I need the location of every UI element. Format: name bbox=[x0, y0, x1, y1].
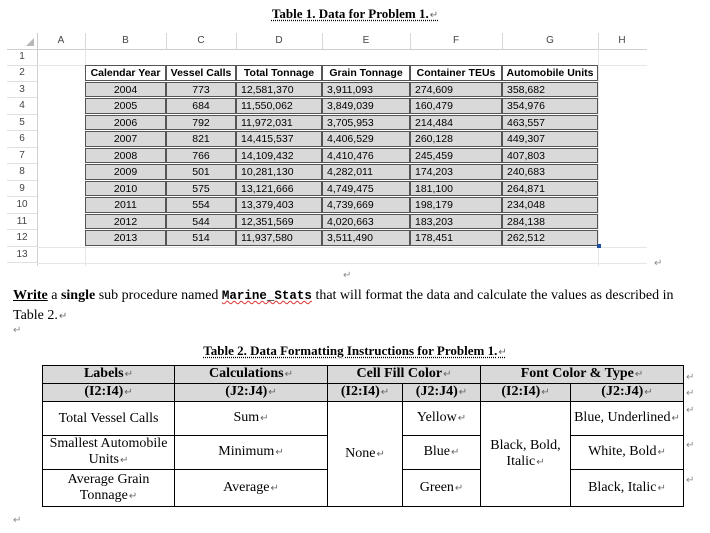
paragraph-mark: ↵ bbox=[13, 515, 22, 526]
header-cell[interactable]: Calendar Year bbox=[85, 65, 166, 81]
data-cell[interactable]: 4,406,529 bbox=[322, 131, 410, 147]
table2-caption: Table 2. Data Formatting Instructions for Problem 1.↵ bbox=[203, 343, 507, 358]
data-cell[interactable]: 766 bbox=[166, 148, 236, 164]
data-cell[interactable]: 354,976 bbox=[502, 98, 598, 114]
row-header: 9 bbox=[7, 181, 37, 198]
formatting-instructions-table bbox=[42, 365, 684, 507]
paragraph-mark: ↵ bbox=[686, 475, 695, 486]
fill-handle bbox=[597, 244, 601, 248]
data-cell[interactable]: 240,683 bbox=[502, 164, 598, 180]
paragraph-mark: ↵ bbox=[686, 440, 695, 451]
data-cell[interactable]: 3,911,093 bbox=[322, 82, 410, 98]
calc-minimum: Minimum↵ bbox=[175, 436, 328, 470]
header-range-fill-j: (J2:J4)↵ bbox=[403, 384, 481, 402]
column-header-e: E bbox=[322, 33, 411, 49]
fill-green: Green↵ bbox=[403, 470, 481, 507]
data-cell[interactable]: 514 bbox=[166, 230, 236, 246]
instruction-paragraph: Write a single sub procedure named Marine_Stats that will format the data and calculate the values as described in Table 2.↵ bbox=[13, 288, 674, 323]
data-cell[interactable]: 245,459 bbox=[410, 148, 502, 164]
header-font-color-type: Font Color & Type↵ bbox=[481, 366, 684, 384]
header-calculations: Calculations↵ bbox=[175, 366, 328, 384]
header-cell-fill-color: Cell Fill Color↵ bbox=[328, 366, 481, 384]
data-cell[interactable]: 3,849,039 bbox=[322, 98, 410, 114]
column-header-a: A bbox=[37, 33, 86, 49]
data-cell[interactable]: 792 bbox=[166, 115, 236, 131]
row-header: 5 bbox=[7, 115, 37, 132]
calc-average: Average↵ bbox=[175, 470, 328, 507]
data-cell[interactable]: 4,749,475 bbox=[322, 181, 410, 197]
data-cell[interactable]: 4,739,669 bbox=[322, 197, 410, 213]
fill-yellow: Yellow↵ bbox=[403, 402, 481, 436]
row-header: 11 bbox=[7, 214, 37, 231]
data-cell[interactable]: 13,379,403 bbox=[236, 197, 322, 213]
column-header-f: F bbox=[410, 33, 503, 49]
column-header-d: D bbox=[236, 33, 323, 49]
row-header: 2 bbox=[7, 65, 37, 82]
data-cell[interactable]: 183,203 bbox=[410, 214, 502, 230]
paragraph-mark: ↵ bbox=[686, 388, 695, 399]
data-cell[interactable]: 2004 bbox=[85, 82, 166, 98]
grid-line bbox=[598, 49, 599, 266]
header-range-font-j: (J2:J4)↵ bbox=[571, 384, 684, 402]
write-word: Write bbox=[13, 288, 48, 303]
row-header: 8 bbox=[7, 164, 37, 181]
header-cell[interactable]: Total Tonnage bbox=[236, 65, 322, 81]
header-cell[interactable]: Container TEUs bbox=[410, 65, 502, 81]
data-cell[interactable]: 178,451 bbox=[410, 230, 502, 246]
header-range-labels: (I2:I4)↵ bbox=[43, 384, 175, 402]
data-cell[interactable]: 262,512 bbox=[502, 230, 598, 246]
data-cell[interactable]: 181,100 bbox=[410, 181, 502, 197]
row-header: 13 bbox=[7, 247, 37, 264]
header-cell[interactable]: Grain Tonnage bbox=[322, 65, 410, 81]
font-black-italic: Black, Italic↵ bbox=[571, 470, 684, 507]
paragraph-mark: ↵ bbox=[343, 270, 352, 281]
data-cell[interactable]: 10,281,130 bbox=[236, 164, 322, 180]
grid-line bbox=[37, 263, 647, 264]
data-cell[interactable]: 12,581,370 bbox=[236, 82, 322, 98]
data-cell[interactable]: 11,937,580 bbox=[236, 230, 322, 246]
data-cell[interactable]: 407,803 bbox=[502, 148, 598, 164]
data-cell[interactable]: 449,307 bbox=[502, 131, 598, 147]
data-cell[interactable]: 2008 bbox=[85, 148, 166, 164]
font-black-bold-italic: Black, Bold, Italic↵ bbox=[481, 402, 571, 507]
data-cell[interactable]: 11,550,062 bbox=[236, 98, 322, 114]
data-cell[interactable]: 198,179 bbox=[410, 197, 502, 213]
data-cell[interactable]: 2006 bbox=[85, 115, 166, 131]
paragraph-mark: ↵ bbox=[686, 405, 695, 416]
paragraph-mark: ↵ bbox=[13, 325, 22, 336]
data-cell[interactable]: 160,479 bbox=[410, 98, 502, 114]
header-labels: Labels↵ bbox=[43, 366, 175, 384]
row-header: 1 bbox=[7, 49, 37, 66]
calc-sum: Sum↵ bbox=[175, 402, 328, 436]
data-cell[interactable]: 284,138 bbox=[502, 214, 598, 230]
table1-caption: Table 1. Data for Problem 1.↵ bbox=[271, 6, 439, 21]
row-header: 7 bbox=[7, 148, 37, 165]
data-cell[interactable]: 575 bbox=[166, 181, 236, 197]
data-cell[interactable]: 544 bbox=[166, 214, 236, 230]
data-cell[interactable]: 2007 bbox=[85, 131, 166, 147]
header-range-calculations: (J2:J4)↵ bbox=[175, 384, 328, 402]
data-cell[interactable]: 14,415,537 bbox=[236, 131, 322, 147]
data-cell[interactable]: 4,282,011 bbox=[322, 164, 410, 180]
data-cell[interactable]: 4,020,663 bbox=[322, 214, 410, 230]
font-white-bold: White, Bold↵ bbox=[571, 436, 684, 470]
paragraph-mark: ↵ bbox=[686, 372, 695, 383]
label-average-grain-tonnage: Average Grain Tonnage↵ bbox=[43, 470, 175, 507]
data-cell[interactable]: 684 bbox=[166, 98, 236, 114]
data-cell[interactable]: 274,609 bbox=[410, 82, 502, 98]
data-cell[interactable]: 2010 bbox=[85, 181, 166, 197]
data-cell[interactable]: 2011 bbox=[85, 197, 166, 213]
data-cell[interactable]: 13,121,666 bbox=[236, 181, 322, 197]
procedure-name: Marine_Stats bbox=[221, 289, 312, 303]
label-smallest-automobile-units: Smallest Automobile Units↵ bbox=[43, 436, 175, 470]
header-range-font-i: (I2:I4)↵ bbox=[481, 384, 571, 402]
data-cell[interactable]: 234,048 bbox=[502, 197, 598, 213]
data-cell[interactable]: 2005 bbox=[85, 98, 166, 114]
column-header-g: G bbox=[502, 33, 599, 49]
data-cell[interactable]: 11,972,031 bbox=[236, 115, 322, 131]
single-word: single bbox=[60, 288, 96, 303]
header-cell[interactable]: Automobile Units bbox=[502, 65, 598, 81]
data-cell[interactable]: 358,682 bbox=[502, 82, 598, 98]
row-header: 4 bbox=[7, 98, 37, 115]
column-header-h: H bbox=[618, 35, 626, 46]
data-cell[interactable]: 2012 bbox=[85, 214, 166, 230]
header-cell[interactable]: Vessel Calls bbox=[166, 65, 236, 81]
data-cell[interactable]: 260,128 bbox=[410, 131, 502, 147]
row-header: 10 bbox=[7, 197, 37, 214]
data-cell[interactable]: 501 bbox=[166, 164, 236, 180]
spreadsheet-image bbox=[7, 33, 647, 268]
label-total-vessel-calls: Total Vessel Calls bbox=[43, 402, 175, 436]
column-header-c: C bbox=[166, 33, 237, 49]
data-cell[interactable]: 14,109,432 bbox=[236, 148, 322, 164]
data-cell[interactable]: 264,871 bbox=[502, 181, 598, 197]
header-range-fill-i: (I2:I4)↵ bbox=[328, 384, 403, 402]
data-cell[interactable]: 4,410,476 bbox=[322, 148, 410, 164]
row-header: 12 bbox=[7, 230, 37, 247]
row-header: 6 bbox=[7, 131, 37, 148]
paragraph-mark: ↵ bbox=[654, 258, 663, 269]
fill-none: None↵ bbox=[328, 402, 403, 507]
row-header: 3 bbox=[7, 82, 37, 99]
font-blue-underlined: Blue, Underlined↵ bbox=[571, 402, 684, 436]
fill-blue: Blue↵ bbox=[403, 436, 481, 470]
data-cell[interactable]: 821 bbox=[166, 131, 236, 147]
data-cell[interactable]: 12,351,569 bbox=[236, 214, 322, 230]
select-all-corner bbox=[7, 33, 38, 49]
data-cell[interactable]: 3,705,953 bbox=[322, 115, 410, 131]
data-cell[interactable]: 2009 bbox=[85, 164, 166, 180]
data-cell[interactable]: 2013 bbox=[85, 230, 166, 246]
data-cell[interactable]: 214,484 bbox=[410, 115, 502, 131]
data-cell[interactable]: 554 bbox=[166, 197, 236, 213]
grid-line bbox=[37, 247, 647, 248]
data-cell[interactable]: 773 bbox=[166, 82, 236, 98]
data-cell[interactable]: 3,511,490 bbox=[322, 230, 410, 246]
column-header-b: B bbox=[85, 33, 167, 49]
data-cell[interactable]: 463,557 bbox=[502, 115, 598, 131]
data-cell[interactable]: 174,203 bbox=[410, 164, 502, 180]
